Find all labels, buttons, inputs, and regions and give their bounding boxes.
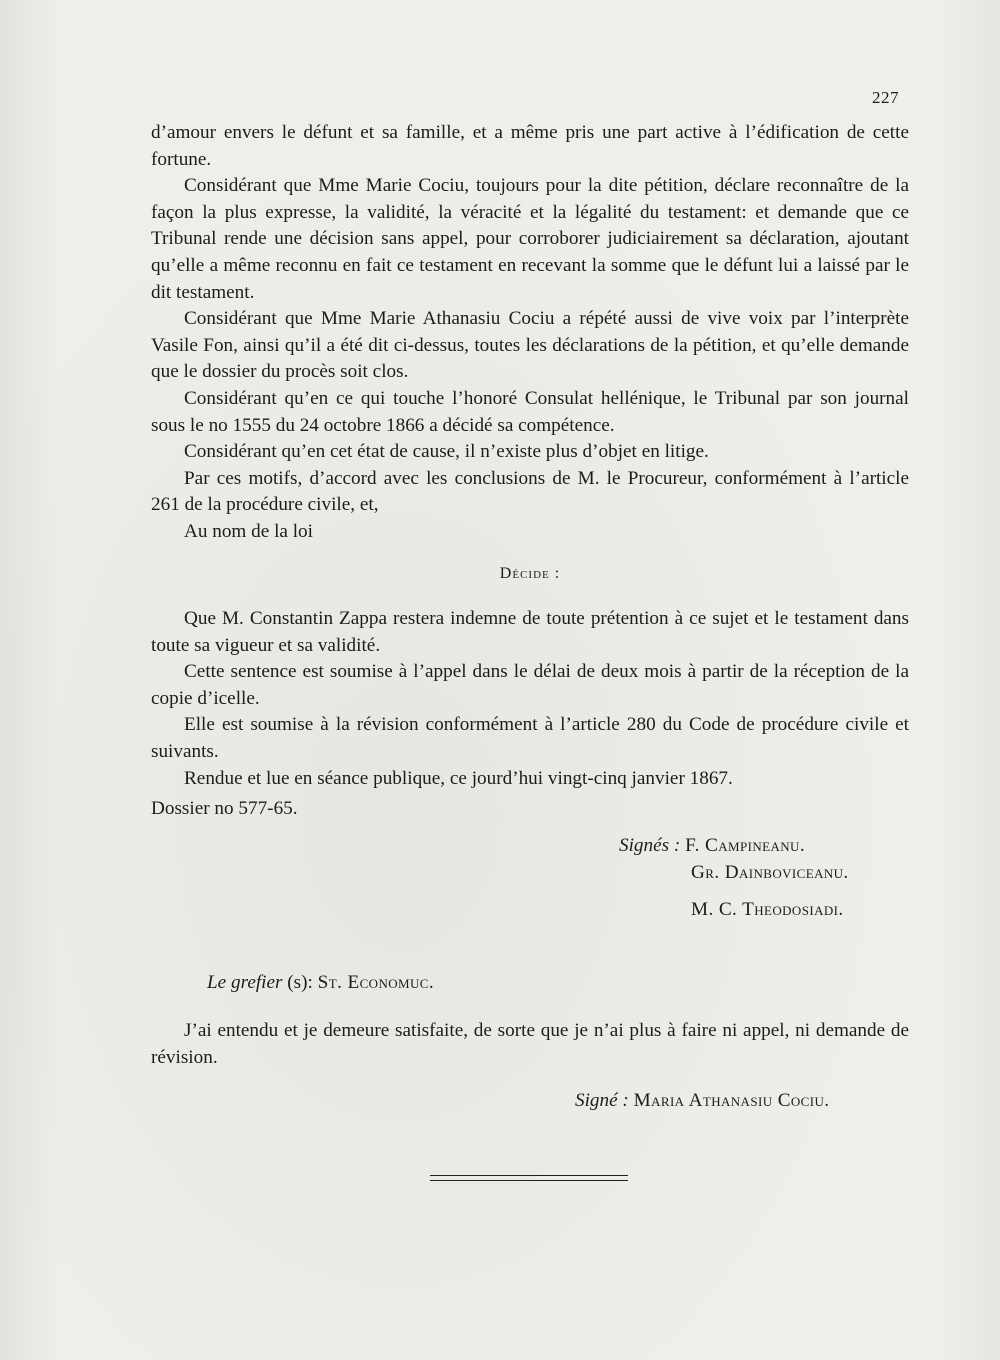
final-signature bbox=[575, 1090, 829, 1112]
paragraph-10: Elle est soumise à la révision conformément à l’article 280 du Code de procédure civile et suivants. bbox=[151, 714, 909, 763]
greffier-label: Le grefier bbox=[207, 972, 283, 993]
signatures-label: Signés : bbox=[619, 834, 681, 856]
paragraph-4: Considérant qu’en ce qui touche l’honoré Consulat hellénique, le Tribunal par son journal sous le no 1555 du 24 octobre 1866 a décidé sa compétence. bbox=[151, 387, 909, 436]
signature-name-3: M. C. Theodosiadi. bbox=[691, 898, 844, 920]
paragraph-8: Que M. Constantin Zappa restera indemne de toute prétention à ce sujet et le testament dans toute sa vigueur et sa validité. bbox=[151, 608, 909, 656]
section-heading-decide: Décide : bbox=[499, 564, 561, 582]
final-signature-label: Signé : bbox=[575, 1090, 629, 1111]
signature-line-1 bbox=[151, 823, 909, 860]
signature-name-1: F. Campineanu. bbox=[685, 834, 806, 856]
paragraph-9: Cette sentence est soumise à l’appel dans le délai de deux mois à partir de la réception de la copie d’icelle. bbox=[151, 661, 909, 709]
paragraph-3: Considérant que Mme Marie Athanasiu Cociu a répété aussi de vive voix par l’interprète Vasile Fon, ainsi qu’il a été dit ci-dessus, toutes les déclarations de la pétition, et qu’elle demande que le dossier du procès soit clos. bbox=[151, 308, 909, 383]
final-statement-block bbox=[151, 1018, 909, 1071]
greffier-suffix: (s): bbox=[282, 972, 318, 993]
paragraph-2: Considérant que Mme Marie Cociu, toujours pour la dite pétition, déclare reconnaître de la façon la plus expresse, la validité, la véracité et la légalité du testament: et demande que ce Tribunal rende une décision sans appel, pour corroborer judiciairement sa déclaration, ajoutant qu’elle a même reconnu en fait ce testament en recevant la somme que le défunt lui a laissé par le dit testament. bbox=[151, 175, 909, 303]
greffier-line bbox=[207, 972, 434, 994]
signature-line-2 bbox=[151, 860, 909, 897]
paragraph-1: d’amour envers le défunt et sa famille, et a même pris une part active à l’édification de cette fortune. bbox=[151, 122, 909, 170]
final-signature-name: Maria Athanasiu Cociu. bbox=[633, 1090, 830, 1111]
paragraph-6: Par ces motifs, d’accord avec les conclusions de M. le Procureur, conformément à l’article 261 de la procédure civile, et, bbox=[151, 467, 909, 516]
signature-name-2: Gr. Dainboviceanu. bbox=[691, 861, 849, 883]
final-statement: J’ai entendu et je demeure satisfaite, de sorte que je n’ai plus à faire ni appel, ni demande de révision. bbox=[151, 1020, 909, 1068]
paragraph-7: Au nom de la loi bbox=[184, 520, 313, 542]
greffier-name: St. Economuc. bbox=[317, 972, 435, 993]
page-number: 227 bbox=[872, 88, 899, 107]
paragraph-5: Considérant qu’en cet état de cause, il n’existe plus d’objet en litige. bbox=[184, 441, 709, 463]
paragraph-11: Rendue et lue en séance publique, ce jourd’hui vingt-cinq janvier 1867. bbox=[184, 767, 733, 789]
judgment-body bbox=[151, 120, 909, 934]
dossier-number: Dossier no 577-65. bbox=[151, 798, 298, 820]
signature-line-3 bbox=[151, 897, 909, 934]
closing-double-rule bbox=[430, 1175, 628, 1181]
